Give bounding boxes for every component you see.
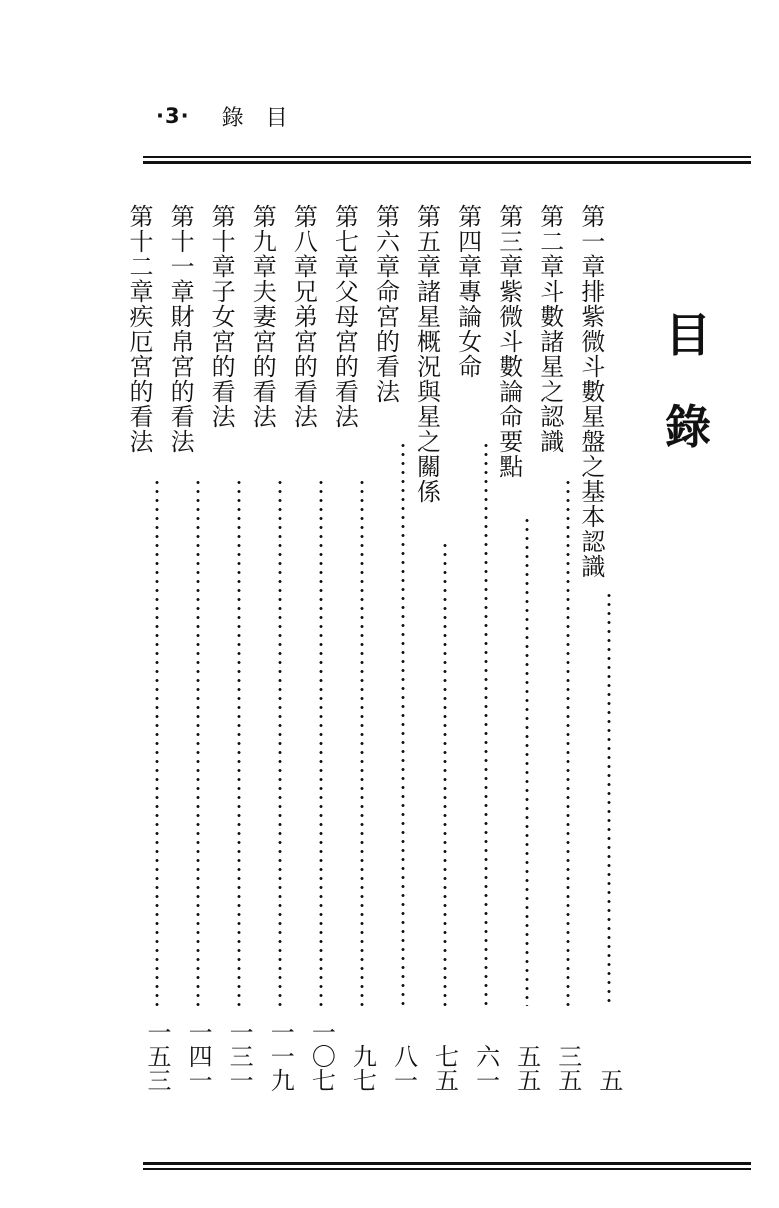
toc-entry-5[interactable] (412, 196, 464, 1136)
chapter-label: 第七章 (330, 204, 359, 279)
chapter-page: 一三一 (220, 1020, 262, 1092)
dot-leader (607, 591, 611, 1006)
chapter-title: 兄弟宮的看法 (289, 279, 318, 429)
toc-entry-7[interactable] (330, 196, 381, 1136)
chapter-page: 一〇七 (302, 1020, 344, 1092)
chapter-label: 第九章 (248, 204, 277, 279)
chapter-page: 七五 (426, 1044, 468, 1092)
toc-entry-3[interactable] (494, 196, 546, 1136)
chapter-label: 第十一章 (166, 204, 195, 304)
chapter-label: 第四章 (453, 204, 482, 279)
dot-leader (443, 541, 447, 1006)
chapter-title: 諸星概況與星之關係 (412, 279, 441, 504)
dot-leader (237, 478, 241, 1006)
toc-entry-9[interactable] (248, 196, 299, 1136)
toc-entry-12[interactable] (125, 196, 176, 1136)
toc-entry-6[interactable] (371, 196, 422, 1136)
dot-leader (155, 478, 159, 1006)
chapter-label: 第五章 (412, 204, 441, 279)
dot-leader (525, 516, 529, 1006)
chapter-label: 第十二章 (125, 204, 153, 304)
contents-heading (658, 308, 718, 496)
chapter-title: 斗數諸星之認識 (535, 279, 564, 454)
dot-leader (360, 478, 364, 1006)
chapter-label: 第八章 (289, 204, 318, 279)
dot-leader (401, 441, 405, 1006)
chapter-label: 第一章 (576, 204, 605, 279)
chapter-page: 一五三 (138, 1020, 180, 1092)
chapter-title: 父母宮的看法 (330, 279, 359, 429)
chapter-title: 紫微斗數論命要點 (494, 279, 523, 479)
contents-heading-char-1: 目 (665, 308, 711, 362)
chapter-page: 一四一 (179, 1020, 221, 1092)
chapter-title: 夫妻宮的看法 (248, 279, 277, 429)
running-title: 錄目 (221, 105, 310, 131)
chapter-title: 子女宮的看法 (207, 279, 236, 429)
toc-entry-10[interactable] (207, 196, 258, 1136)
toc-entry-2[interactable] (535, 196, 587, 1136)
chapter-label: 第二章 (535, 204, 564, 279)
chapter-page: 六一 (467, 1044, 509, 1092)
toc-entry-1[interactable] (576, 196, 628, 1136)
dot-leader (319, 478, 323, 1006)
dot-leader (278, 478, 282, 1006)
chapter-page: 三五 (549, 1044, 591, 1092)
chapter-page: 一一九 (261, 1020, 303, 1092)
bottom-rule (143, 1162, 751, 1170)
chapter-title: 財帛宮的看法 (166, 304, 195, 454)
chapter-label: 第三章 (494, 204, 523, 279)
chapter-title: 疾厄宮的看法 (125, 304, 153, 454)
page-number: ·3· (156, 104, 190, 128)
toc-entry-8[interactable] (289, 196, 340, 1136)
chapter-page: 五 (590, 1068, 632, 1092)
toc-entry-4[interactable] (453, 196, 505, 1136)
chapter-page: 五五 (508, 1044, 550, 1092)
page-header (156, 98, 310, 134)
chapter-title: 排紫微斗數星盤之基本認識 (576, 279, 605, 579)
chapter-label: 第十章 (207, 204, 236, 279)
top-rule (143, 156, 751, 164)
toc-entry-11[interactable] (166, 196, 217, 1136)
dot-leader (484, 441, 488, 1006)
contents-heading-char-2: 錄 (665, 400, 711, 454)
table-of-contents (125, 196, 628, 1136)
chapter-title: 專論女命 (453, 279, 482, 379)
chapter-page: 九七 (343, 1044, 385, 1092)
dot-leader (566, 478, 570, 1006)
dot-leader (196, 478, 200, 1006)
chapter-title: 命宮的看法 (371, 279, 400, 404)
chapter-label: 第六章 (371, 204, 400, 279)
chapter-page: 八一 (384, 1044, 426, 1092)
